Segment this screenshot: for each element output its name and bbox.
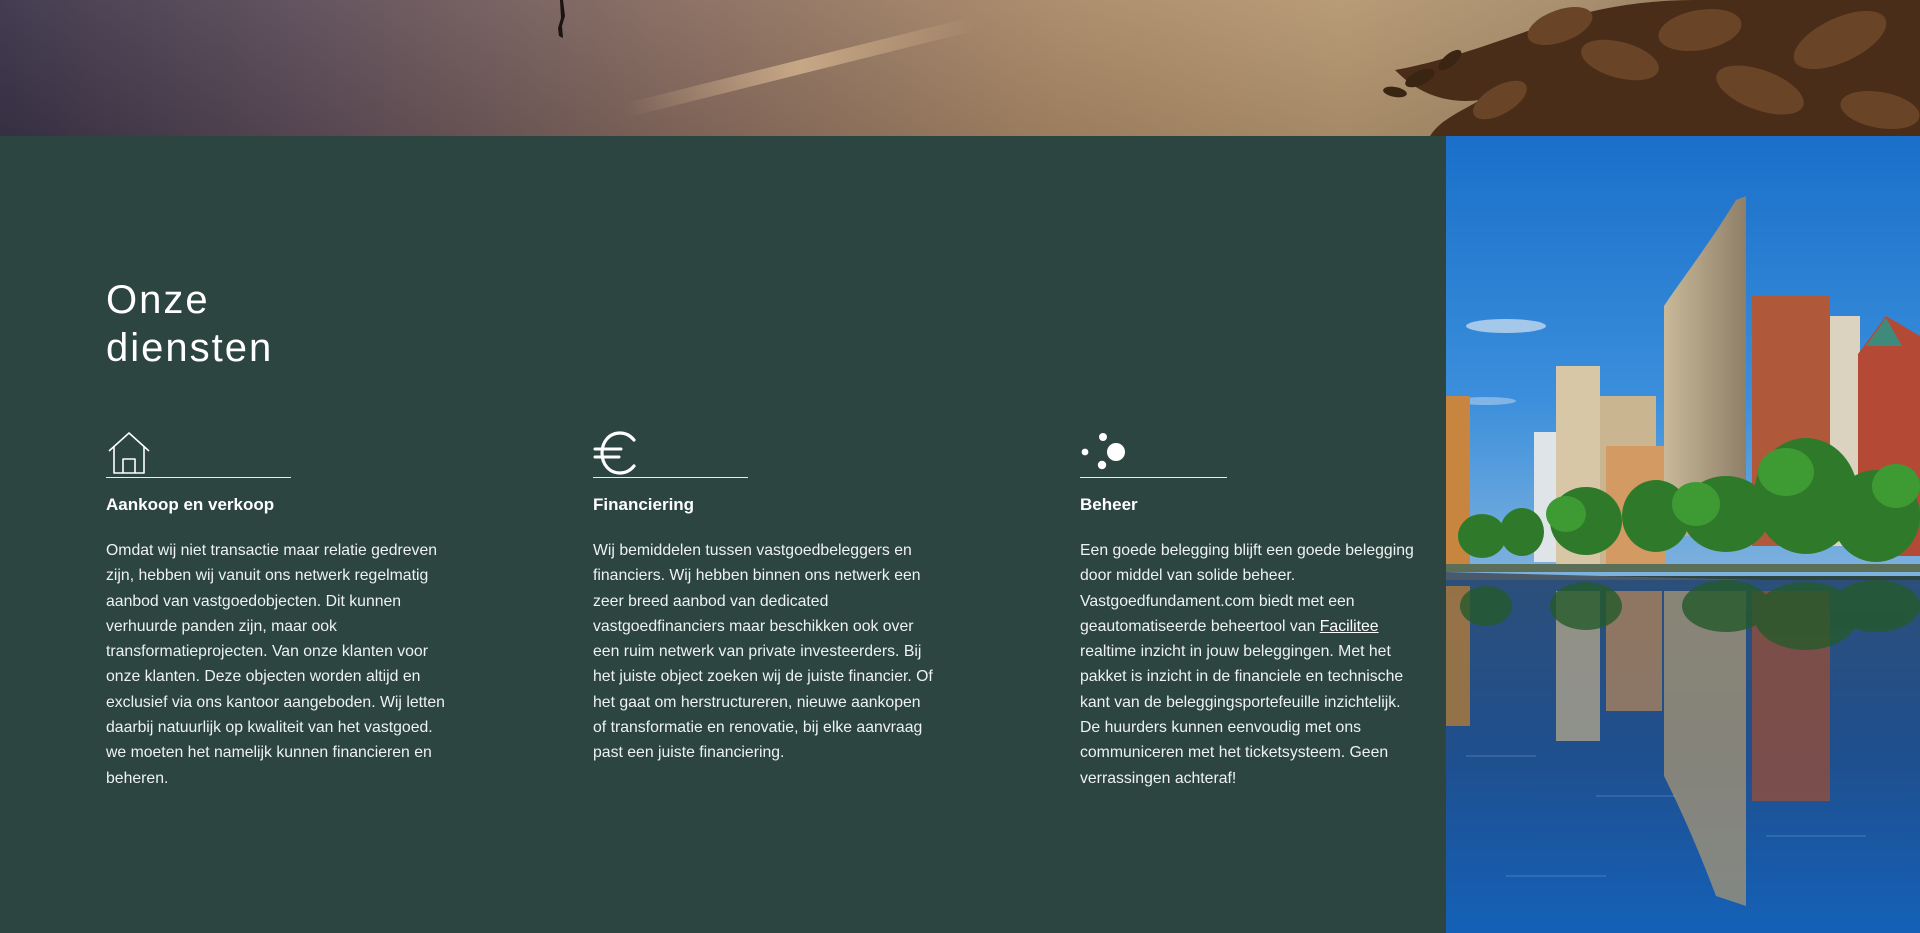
facilitee-link[interactable]: Facilitee bbox=[1319, 617, 1379, 635]
service-title: Beheer bbox=[1080, 495, 1138, 514]
service-description: Omdat wij niet transactie maar relatie gedreven zijn, hebben wij vanuit ons netwerk regelmatig aanbod van vastgoedobjecten. Dit kunnen verhuurde panden zijn, maar ook transformatieprojecten. Van onze klanten voor onze klanten. Deze objecten worden altijd en exclusief via ons kantoor aangeboden. Wij letten daarbij natuurlijk op kwaliteit van het vastgoed. we moeten het namelijk kunnen financieren en beheren. bbox=[106, 542, 445, 787]
hero-image bbox=[0, 0, 1920, 136]
service-description bbox=[1080, 538, 1425, 791]
description-part-2: realtime inzicht in jouw beleggingen. Met het pakket is inzicht in de financiele en technische kant van de beleggingsportefeuille inzichtelijk. De huurders kunnen eenvoudig met ons communiceren met het ticketsysteem. Geen verrassingen achteraf! bbox=[1080, 643, 1404, 787]
hero-silhouettes bbox=[0, 0, 1920, 136]
city-skyline-image bbox=[1446, 136, 1920, 933]
dots-icon bbox=[1080, 430, 1132, 476]
service-divider bbox=[106, 477, 291, 478]
service-divider bbox=[1080, 477, 1227, 478]
heading-line-1: Onze bbox=[106, 278, 210, 322]
description-part-1: Een goede belegging blijft een goede belegging door middel van solide beheer. Vastgoedfundament.com biedt met een geautomatiseerde beheertool van bbox=[1080, 542, 1414, 635]
services-section bbox=[0, 136, 1446, 933]
service-description: Wij bemiddelen tussen vastgoedbeleggers en financiers. Wij hebben binnen ons netwerk een zeer breed aanbod van dedicated vastgoedfinanciers maar beschikken ook over een ruim netwerk van private investeerders. Bij het juiste object zoeken wij de juiste financier. Of het gaat om herstructureren, nieuwe aankopen of transformatie en renovatie, bij elke aanvraag past een juiste financiering. bbox=[593, 542, 933, 762]
house-icon bbox=[106, 430, 158, 476]
heading-line-2: diensten bbox=[106, 326, 274, 370]
service-divider bbox=[593, 477, 748, 478]
service-title: Aankoop en verkoop bbox=[106, 495, 275, 514]
euro-icon bbox=[593, 430, 645, 476]
city-illustration bbox=[1446, 136, 1920, 933]
section-heading bbox=[106, 276, 273, 372]
service-title: Financiering bbox=[593, 495, 695, 514]
